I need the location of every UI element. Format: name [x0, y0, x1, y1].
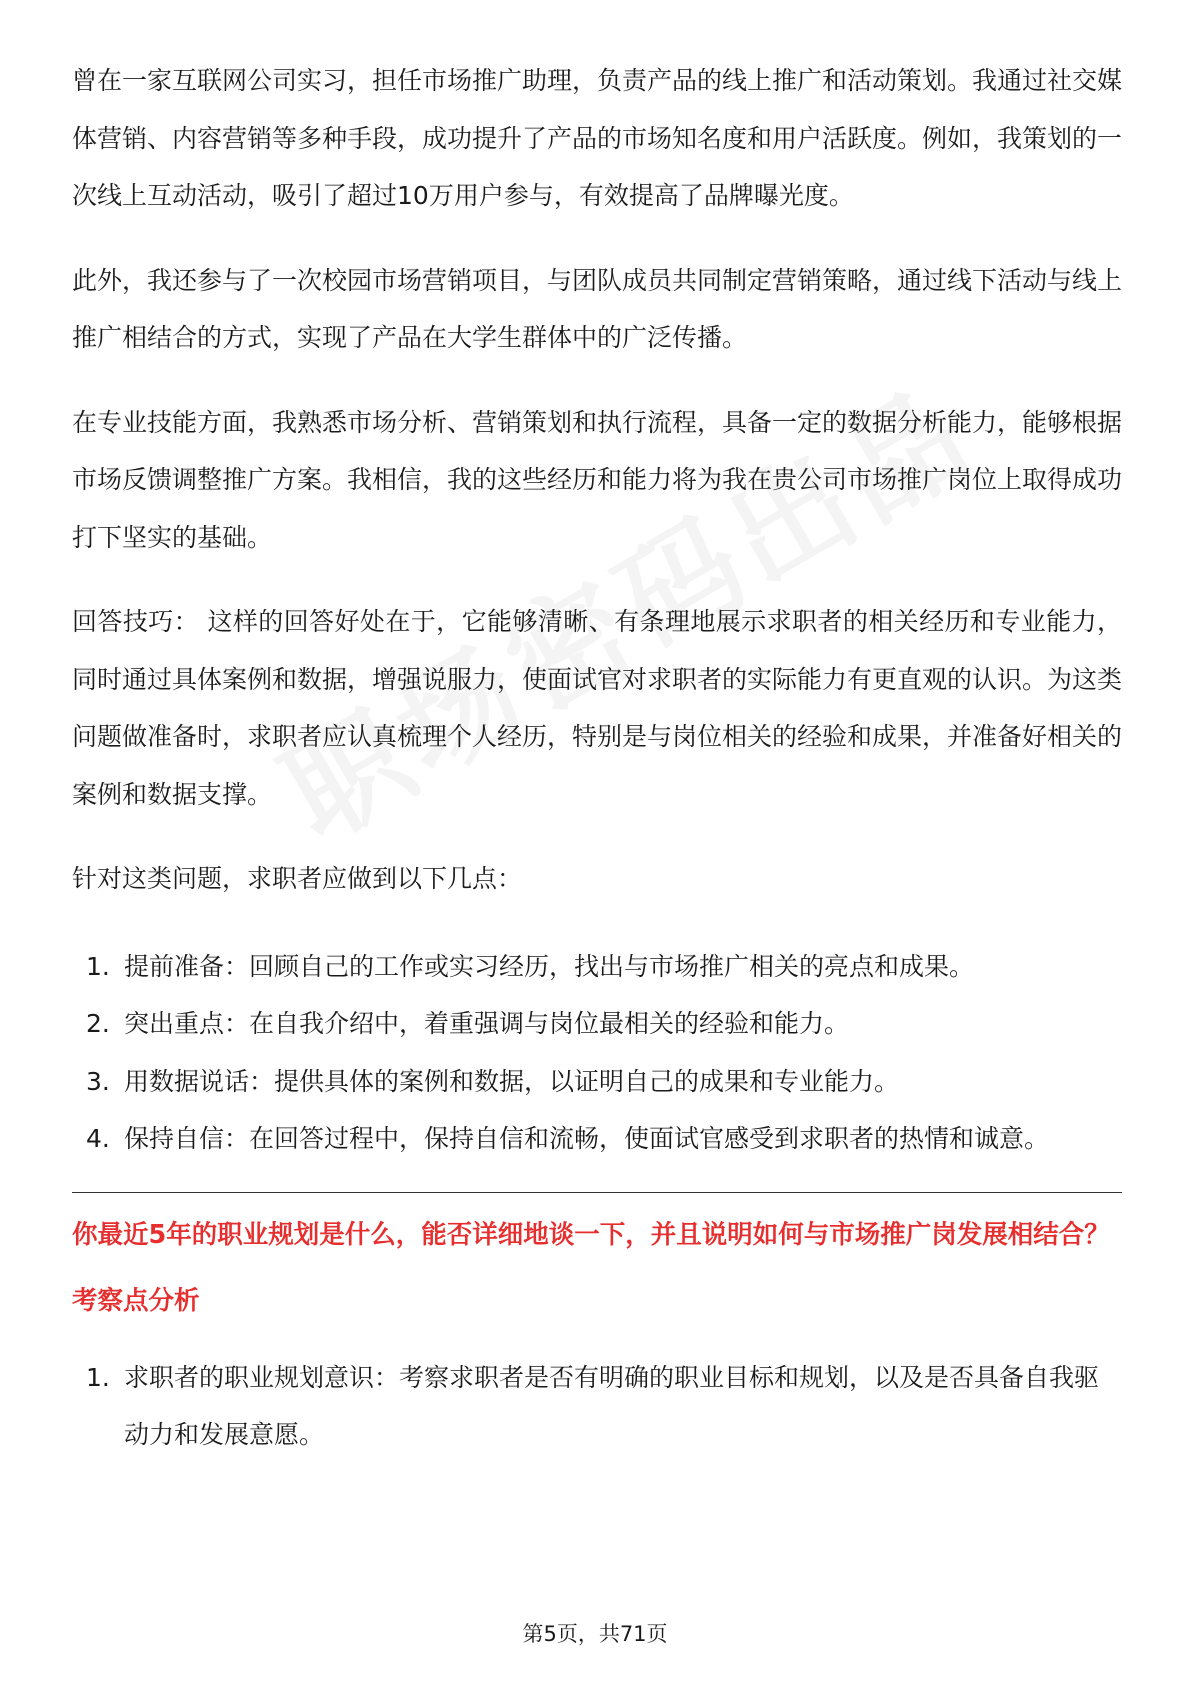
list-item — [72, 995, 1122, 1053]
page-content — [72, 52, 1122, 1464]
paragraph-tips-intro: 针对这类问题，求职者应做到以下几点： — [72, 864, 523, 893]
list-number: 4. — [86, 1124, 110, 1153]
list-item — [72, 1110, 1122, 1168]
list-item-text: 用数据说话：提供具体的案例和数据，以证明自己的成果和专业能力。 — [124, 1066, 900, 1096]
paragraph-campus-project: 此外，我还参与了一次校园市场营销项目，与团队成员共同制定营销策略，通过线下活动与线上推广相结合的方式，实现了产品在大学生群体中的广泛传播。 — [72, 265, 1123, 352]
paragraph-internship: 曾在一家互联网公司实习，担任市场推广助理，负责产品的线上推广和活动策划。我通过社交媒体营销、内容营销等多种手段，成功提升了产品的市场知名度和用户活跃度。例如，我策划的一次线上互动活动，吸引了超过10万用户参与，有效提高了品牌曝光度。 — [72, 66, 1123, 210]
list-number: 2. — [86, 1009, 110, 1038]
list-number: 1. — [86, 951, 110, 981]
list-number: 1. — [86, 1362, 110, 1392]
list-item — [72, 1349, 1122, 1464]
list-item-text: 求职者的职业规划意识：考察求职者是否有明确的职业目标和规划，以及是否具备自我驱动力和发展意愿。 — [124, 1362, 1100, 1449]
page-footer: 第5页，共71页 — [522, 1622, 668, 1646]
analysis-list — [72, 1349, 1122, 1464]
tips-list — [72, 938, 1122, 1168]
question-title: 你最近5年的职业规划是什么，能否详细地谈一下，并且说明如何与市场推广岗发展相结合？ — [72, 1219, 1110, 1250]
paragraph-skills: 在专业技能方面，我熟悉市场分析、营销策划和执行流程，具备一定的数据分析能力，能够根据市场反馈调整推广方案。我相信，我的这些经历和能力将为我在贵公司市场推广岗位上取得成功打下坚实的基础。 — [72, 407, 1123, 552]
list-item-text: 提前准备：回顾自己的工作或实习经历，找出与市场推广相关的亮点和成果。 — [124, 951, 975, 981]
analysis-heading: 考察点分析 — [72, 1285, 200, 1316]
list-item-text: 保持自信：在回答过程中，保持自信和流畅，使面试官感受到求职者的热情和诚意。 — [124, 1124, 1050, 1153]
section-divider — [72, 1192, 1122, 1193]
paragraph-answer-tips: 回答技巧： 这样的回答好处在于，它能够清晰、有条理地展示求职者的相关经历和专业能力，同时通过具体案例和数据，增强说服力，使面试官对求职者的实际能力有更直观的认识。为这类问题做准备时，求职者应认真梳理个人经历，特别是与岗位相关的经验和成果，并准备好相关的案例和数据支撑。 — [72, 607, 1123, 809]
list-item-text: 突出重点：在自我介绍中，着重强调与岗位最相关的经验和能力。 — [124, 1009, 850, 1038]
list-item — [72, 1053, 1122, 1111]
list-number: 3. — [86, 1066, 110, 1096]
list-item — [72, 938, 1122, 996]
